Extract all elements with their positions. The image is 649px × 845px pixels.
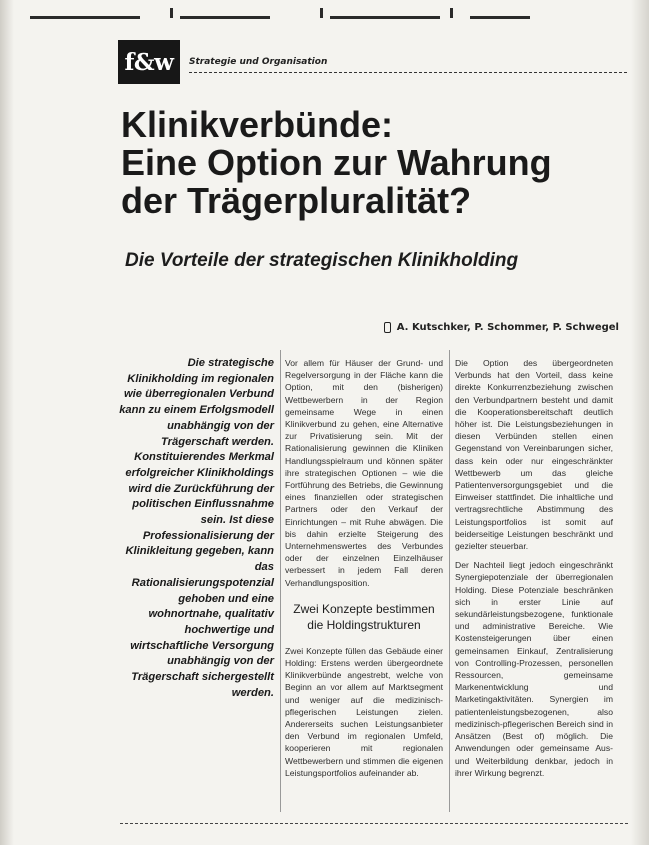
body-paragraph: Zwei Konzepte füllen das Gebäude einer Holding: Erstens werden übergeordnete Klinikverbünde angestrebt, welche von Beginn an vor allem auf Marktsegment und weniger auf die medizinisch-pflegerischen Leistungen zielen. Andererseits suchen Leistungsanbieter den Verbund im regionalen Umfeld, kooperieren mit regionalen Wettbewerbern und stimmen die eigenen Leistungsportfolios aufeinander ab.: [285, 645, 443, 778]
body-paragraph: Vor allem für Häuser der Grund- und Regelversorgung in der Fläche kann die Option, mit den (bisherigen) Wettbewerbern in der Region gemeinsame Wege in einen Klinikverbund zu gehen, eine Alternative zur Privatisierung sein. Mit der Rationalisierung gewinnen die Kliniken Handlungsspielraum und können später ihre strategischen Optionen – wie die Fortführung des Betriebs, die Gewinnung eines finanziellen oder strategischen Partners oder den Verkauf der Einrichtungen – mit Ruhe abwägen. Die bis dahin erzielte Steigerung des Unternehmenswertes des Verbundes oder der einzelnen Einzelhäuser verbessert in jedem Fall deren Verhandlungsposition.: [285, 358, 443, 588]
body-paragraph: Der Nachteil liegt jedoch eingeschränkt Synergiepotenziale der überregionalen Holding. Diese Potenziale beschränken sich in erster Linie auf sekundärleistungsbezogene, funktionale und administrative Bereiche. Wie Kostensteigerungen über einen gemeinsamen Einkauf, Zentralisierung von Controlling-Prozessen, personellen Ressourcen, gemeinsame Markenentwicklung und Marketingaktivitäten. Synergien im patientenleistungsbezogenen, also medizinisch-pflegerischen Bereich sind in Ansätzen (Best of) möglich. Die Anwendungen oder gemeinsame Aus- und Weiterbildung denkbar, jedoch in ihrer Wirkung begrenzt.: [455, 560, 613, 778]
text-column-1: [285, 357, 443, 786]
footer-rule: [120, 823, 628, 824]
pen-icon: [384, 322, 391, 333]
section-label: Strategie und Organisation: [189, 57, 328, 67]
title-line-1: Klinikverbünde:: [121, 104, 394, 145]
article-title: [121, 106, 626, 220]
column-divider: [449, 350, 450, 812]
lead-paragraph: Die strategische Klinikholding im regionalen wie überregionalen Verbund kann zu einem Erfolgsmodell unabhängig von der Trägerschaft werden. Konstituierendes Merkmal erfolgreicher Klinikholdings wird die Zurückführung der politischen Einflussnahme sein. Ist diese Professionalisierung der Klinikleitung gegeben, kann das Rationalisierungspotenzial gehoben und eine wohnortnahe, qualitativ hochwertige und wirtschaftliche Versorgung unabhängig von der Trägerschaft sichergestellt werden.: [119, 357, 274, 699]
author-line: [384, 322, 619, 333]
title-line-2: Eine Option zur Wahrung: [121, 142, 552, 183]
title-line-3: der Trägerpluralität?: [121, 180, 472, 221]
header-rule: [189, 72, 627, 73]
fw-logo: f&w: [118, 40, 180, 84]
column-divider: [280, 350, 281, 812]
scan-shadow-left: [0, 0, 14, 845]
authors: A. Kutschker, P. Schommer, P. Schwegel: [396, 322, 619, 333]
article-subtitle: Die Vorteile der strategischen Klinikholding: [125, 250, 519, 271]
scan-shadow-right: [631, 0, 649, 845]
scan-edge-marks: [30, 6, 640, 16]
section-heading: Zwei Konzepte bestimmen die Holdingstrukturen: [293, 601, 435, 632]
body-paragraph: Die Option des übergeordneten Verbunds hat den Vorteil, dass keine direkte Konkurrenzbeziehung zwischen den Verbundpartnern besteht und damit die Kooperationsbereitschaft deutlich höher ist. Die Leistungsbeziehungen in diesen Verbünden stellen einen Gegenstand von Vereinbarungen sicher, dass kein oder nur eingeschränkter Wettbewerb um das gleiche Patientenversorgungsgebiet und die Einweiser stattfindet. Die inhaltliche und vertragsrechtliche Abstimmung des Leistungsportfolios ist somit auf beiderseitige Leistungen beschränkt und gezielter steuerbar.: [455, 358, 613, 552]
text-column-2: [455, 357, 613, 786]
